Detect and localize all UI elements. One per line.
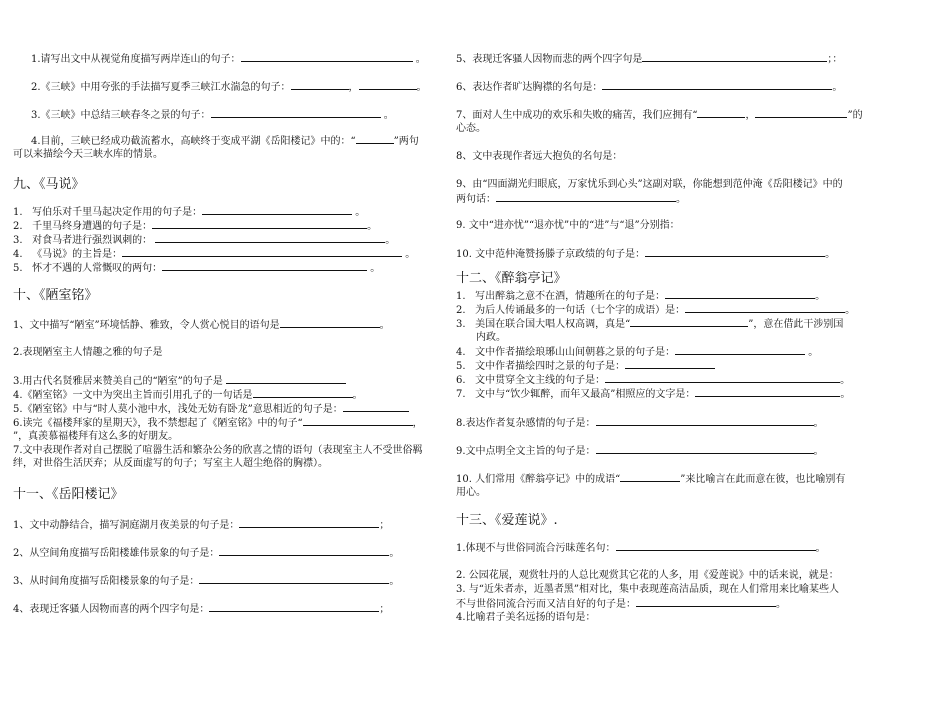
- list-item: 1. 写出醉翁之意不在酒，情趣所在的句子是： 。: [456, 291, 826, 302]
- answer-blank[interactable]: [616, 541, 816, 551]
- answer-blank[interactable]: [675, 345, 805, 355]
- question-ls-2: 2.表现陋室主人情趣之雅的句子是: [13, 347, 163, 358]
- question-yy-5: 5、表现迁客骚人因物而悲的两个四字句是 ；：: [456, 54, 843, 65]
- list-item: 2. 千里马终身遭遇的句子是： 。: [13, 221, 378, 232]
- answer-blank[interactable]: [241, 52, 413, 62]
- question-yy-7-cont: 心态。: [456, 123, 486, 134]
- question-sanxia-4: 4.目前，三峡已经成功截流蓄水，高峡终于变成平湖《岳阳楼记》中的：“ ”两句: [31, 136, 419, 147]
- question-ls-7: 7.文中表现作者对自己摆脱了喧嚣生活和繁杂公务的欣喜之情的语句（表现室主人不受世俗羁绊，对世俗生活厌弃；从反面虚写的句子；写室主人超尘绝俗的胸襟）。: [13, 445, 423, 469]
- question-al-1: 1.体现不与世俗同流合污昧莲名句： 。: [456, 543, 826, 554]
- answer-blank[interactable]: [356, 134, 394, 144]
- answer-blank[interactable]: [199, 574, 389, 584]
- answer-blank[interactable]: [253, 388, 353, 398]
- answer-blank[interactable]: [665, 289, 815, 299]
- answer-blank[interactable]: [695, 387, 840, 397]
- answer-blank[interactable]: [280, 318, 380, 328]
- list-item: 4. 《马说》的主旨是： 。: [13, 249, 416, 260]
- section-heading-mashuo: 九、《马说》: [13, 177, 85, 192]
- question-al-3-cont: 不与世俗同流合污而又洁自好的句子是： 。: [456, 599, 786, 610]
- list-item: 3. 美国在联合国大唱人权高调，真是“ ”，意在借此干涉别国: [456, 319, 844, 330]
- answer-blank[interactable]: [685, 303, 845, 313]
- answer-blank[interactable]: [630, 317, 748, 327]
- section-heading-loushiming: 十、《陋室铭》: [13, 288, 98, 303]
- question-zw-9: 9.文中点明全文主旨的句子是： 。: [456, 446, 824, 457]
- answer-blank[interactable]: [596, 444, 814, 454]
- question-yy-9: 9、由“四面湖光归眼底，万家忧乐到心头”这副对联，你能想到范仲淹《岳阳楼记》中的: [456, 179, 843, 190]
- answer-blank[interactable]: [291, 80, 349, 90]
- list-item: 5. 文中作者描绘四时之景的句子是：: [456, 359, 892, 373]
- question-yy-6: 6、表达作者旷达胸襟的名句是： 。: [456, 82, 843, 93]
- list-item: 2. 为后人传诵最多的一句话（七个字的成语）是： 。: [456, 305, 856, 316]
- answer-blank[interactable]: [152, 219, 367, 229]
- list-item: 7. 文中与“饮少辄醉，而年又最高”相照应的文字是： 。: [456, 389, 851, 400]
- question-zw-8: 8.表达作者复杂感情的句子是： 。: [456, 418, 824, 429]
- answer-blank[interactable]: [359, 80, 417, 90]
- list-item: 1. 写伯乐对千里马起决定作用的句子是： 。: [13, 207, 366, 218]
- question-yy-3: 3、从时间角度描写岳阳楼景象的句子是： 。: [13, 576, 400, 587]
- question-yy-8: 8、文中表现作者远大抱负的名句是：: [456, 151, 623, 162]
- answer-blank[interactable]: [596, 416, 814, 426]
- answer-blank[interactable]: [155, 233, 385, 243]
- question-yy-9b: 9. 文中“进亦忧”“退亦忧”中的“进”与“退”分别指：: [456, 220, 680, 231]
- question-al-3: 3. 与“近朱者赤，近墨者黑”相对比，集中表现莲高洁品质，现在人们常用来比喻某些人: [456, 584, 839, 595]
- answer-blank[interactable]: [211, 108, 381, 118]
- question-yy-10: 10. 文中范仲淹赞扬滕子京政绩的句子是： 。: [456, 249, 836, 260]
- answer-blank[interactable]: [209, 602, 379, 612]
- question-ls-3: 3.用古代名贤雅居来赞美自己的“陋室”的句子是: [13, 374, 441, 388]
- section-heading-zuiwengtingji: 十二、《醉翁亭记》: [456, 271, 567, 286]
- question-zw-10-cont: 用心。: [456, 487, 486, 498]
- question-yy-2: 2、从空间角度描写岳阳楼雄伟景象的句子是： 。: [13, 548, 400, 559]
- answer-blank[interactable]: [625, 359, 715, 369]
- list-item-cont: 内政。: [476, 332, 506, 343]
- answer-blank[interactable]: [219, 546, 389, 556]
- answer-blank[interactable]: [755, 108, 847, 118]
- question-yy-7: 7、面对人生中成功的欢乐和失败的痛苦，我们应拥有“ ， ”的: [456, 110, 863, 121]
- answer-blank[interactable]: [496, 192, 676, 202]
- section-heading-ailianshuo: 十三、《爱莲说》.: [456, 513, 558, 528]
- section-heading-yueyanglouji: 十一、《岳阳楼记》: [13, 487, 124, 502]
- question-ls-4: 4.《陋室铭》一文中为突出主旨而引用孔子的一句话是 。: [13, 390, 363, 401]
- question-sanxia-3: 3.《三峡》中总结三峡春冬之景的句子： 。: [31, 110, 394, 121]
- question-yy-9-cont: 两句话： 。: [456, 194, 686, 205]
- answer-blank[interactable]: [697, 108, 745, 118]
- answer-blank[interactable]: [642, 52, 827, 62]
- question-al-4: 4.比喻君子美名远扬的语句是：: [456, 612, 596, 623]
- question-sanxia-1: 1.请写出文中从视觉角度描写两岸连山的句子： 。: [31, 54, 426, 65]
- list-item: 5. 怀才不遇的人常慨叹的两句： 。: [13, 263, 381, 274]
- question-ls-1: 1、文中描写“陋室”环境恬静、雅致，令人赏心悦目的语句是 。: [13, 320, 390, 331]
- answer-blank[interactable]: [122, 247, 402, 257]
- question-sanxia-2: 2.《三峡》中用夸张的手法描写夏季三峡江水湍急的句子： ， 。: [31, 82, 427, 93]
- answer-blank[interactable]: [602, 80, 832, 90]
- answer-blank[interactable]: [620, 472, 680, 482]
- question-yy-1: 1、文中动静结合，描写洞庭湖月夜美景的句子是： ；: [13, 520, 390, 531]
- answer-blank[interactable]: [343, 402, 409, 412]
- answer-blank[interactable]: [303, 416, 413, 426]
- answer-blank[interactable]: [162, 261, 367, 271]
- answer-blank[interactable]: [636, 597, 776, 607]
- answer-blank[interactable]: [645, 247, 825, 257]
- answer-blank[interactable]: [226, 374, 346, 384]
- list-item: 3. 对食马者进行强烈讽刺的： 。: [13, 235, 396, 246]
- question-ls-6: 6.读完《福楼拜家的星期天》，我不禁想起了《陋室铭》中的句子“ ，: [13, 418, 423, 429]
- answer-blank[interactable]: [605, 373, 840, 383]
- question-ls-5: 5.《陋室铭》中与“时人莫小池中水，浅处无妨有卧龙”意思相近的句子是：: [13, 402, 441, 416]
- question-zw-10: 10. 人们常用《醉翁亭记》中的成语“ ”来比喻言在此而意在彼，也比喻别有: [456, 474, 846, 485]
- question-al-2: 2. 公园花展，观赏牡丹的人总比观赏其它花的人多，用《爱莲说》中的话来说，就是：: [456, 570, 839, 581]
- answer-blank[interactable]: [239, 518, 379, 528]
- question-ls-6-cont: ”，真羡慕福楼拜有这么多的好朋友。: [13, 431, 179, 442]
- list-item: 6. 文中贯穿全文主线的句子是： 。: [456, 375, 851, 386]
- list-item: 4. 文中作者描绘琅琊山山间朝暮之景的句子是： 。: [456, 347, 819, 358]
- question-yy-4: 4、表现迁客骚人因物而喜的两个四字句是： ；: [13, 604, 390, 615]
- question-sanxia-4-cont: 可以来描绘今天三峡水库的情景。: [13, 149, 163, 160]
- answer-blank[interactable]: [202, 205, 352, 215]
